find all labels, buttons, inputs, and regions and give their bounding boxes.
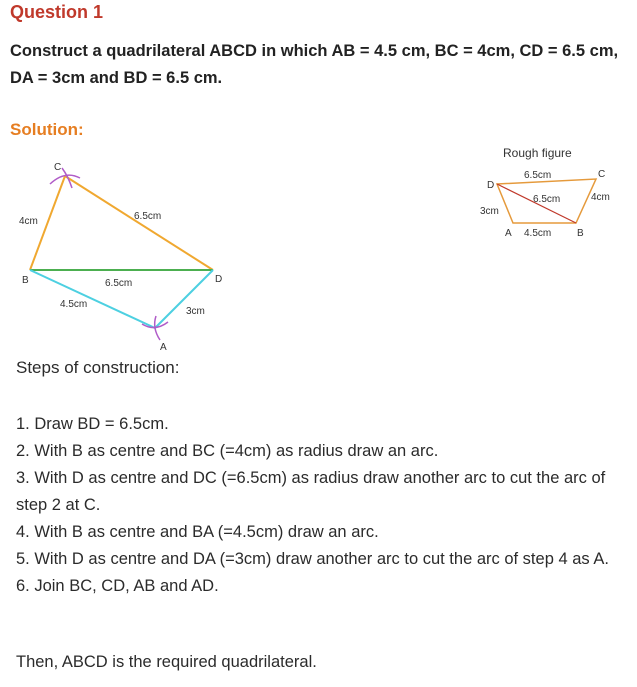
edge-ab	[30, 270, 155, 328]
measure-cd: 6.5cm	[134, 211, 162, 222]
vertex-label-b: B	[22, 275, 29, 286]
measure-bd: 6.5cm	[105, 278, 133, 289]
conclusion-text: Then, ABCD is the required quadrilateral.	[16, 653, 317, 671]
construction-figure	[10, 156, 250, 356]
arc-a-2	[155, 316, 160, 340]
rough-measure-db: 6.5cm	[533, 194, 561, 205]
solution-title: Solution:	[10, 120, 84, 139]
step-item: 3. With D as centre and DC (=6.5cm) as radius draw another arc to cut the arc of step 2 at C.	[16, 469, 606, 514]
rough-measure-ab: 4.5cm	[524, 228, 552, 239]
rough-label-c: C	[598, 169, 606, 180]
edge-da	[155, 270, 213, 328]
measure-ab: 4.5cm	[60, 299, 88, 310]
step-item: 2. With B as centre and BC (=4cm) as radius draw an arc.	[16, 442, 439, 460]
step-item: 6. Join BC, CD, AB and AD.	[16, 577, 219, 595]
question-title: Question 1	[10, 2, 104, 22]
steps-list	[16, 411, 621, 600]
rough-measure-da: 3cm	[480, 206, 499, 217]
vertex-label-a: A	[160, 342, 167, 353]
measure-bc: 4cm	[19, 216, 38, 227]
step-item: 1. Draw BD = 6.5cm.	[16, 415, 169, 433]
question-text: Construct a quadrilateral ABCD in which AB = 4.5 cm, BC = 4cm, CD = 6.5 cm, DA = 3cm and BD = 6.5 cm.	[10, 42, 619, 87]
vertex-label-c: C	[54, 162, 62, 173]
edge-cd	[65, 176, 213, 270]
rough-label-a: A	[505, 228, 512, 239]
vertex-label-d: D	[215, 274, 223, 285]
rough-label-d: D	[487, 180, 495, 191]
rough-figure	[478, 142, 628, 242]
rough-figure-title: Rough figure	[503, 146, 572, 160]
rough-measure-bc: 4cm	[591, 192, 610, 203]
step-item: 5. With D as centre and DA (=3cm) draw another arc to cut the arc of step 4 as A.	[16, 550, 609, 568]
rough-label-b: B	[577, 228, 584, 239]
measure-da: 3cm	[186, 306, 205, 317]
steps-heading: Steps of construction:	[16, 358, 180, 377]
rough-measure-dc: 6.5cm	[524, 170, 552, 181]
step-item: 4. With B as centre and BA (=4.5cm) draw an arc.	[16, 523, 379, 541]
